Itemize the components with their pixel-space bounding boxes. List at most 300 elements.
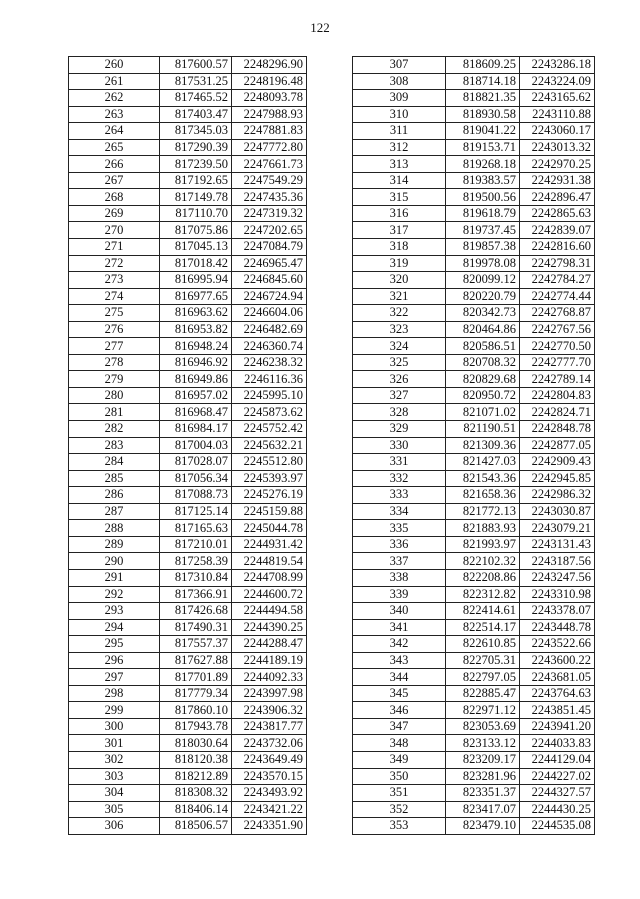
x-coordinate-cell: 819500.56 bbox=[446, 189, 520, 206]
y-coordinate-cell: 2242931.38 bbox=[520, 172, 595, 189]
table-row bbox=[353, 90, 595, 107]
point-number-cell: 331 bbox=[353, 454, 446, 471]
table-row bbox=[69, 735, 307, 752]
table-row bbox=[69, 123, 307, 140]
y-coordinate-cell: 2243522.66 bbox=[520, 636, 595, 653]
point-number-cell: 289 bbox=[69, 536, 160, 553]
table-row bbox=[69, 57, 307, 74]
table-row bbox=[353, 536, 595, 553]
table-row bbox=[353, 636, 595, 653]
x-coordinate-cell: 821772.13 bbox=[446, 503, 520, 520]
table-row bbox=[69, 305, 307, 322]
y-coordinate-cell: 2244494.58 bbox=[232, 603, 307, 620]
point-number-cell: 297 bbox=[69, 669, 160, 686]
y-coordinate-cell: 2242909.43 bbox=[520, 454, 595, 471]
x-coordinate-cell: 823053.69 bbox=[446, 718, 520, 735]
x-coordinate-cell: 817779.34 bbox=[160, 685, 232, 702]
x-coordinate-cell: 817004.03 bbox=[160, 437, 232, 454]
x-coordinate-cell: 823281.96 bbox=[446, 768, 520, 785]
x-coordinate-cell: 818930.58 bbox=[446, 106, 520, 123]
x-coordinate-cell: 820342.73 bbox=[446, 305, 520, 322]
table-row bbox=[353, 321, 595, 338]
y-coordinate-cell: 2243079.21 bbox=[520, 520, 595, 537]
x-coordinate-cell: 822885.47 bbox=[446, 685, 520, 702]
x-coordinate-cell: 816968.47 bbox=[160, 404, 232, 421]
table-row bbox=[353, 305, 595, 322]
y-coordinate-cell: 2246845.60 bbox=[232, 272, 307, 289]
x-coordinate-cell: 822312.82 bbox=[446, 586, 520, 603]
table-row bbox=[353, 222, 595, 239]
table-row bbox=[69, 189, 307, 206]
x-coordinate-cell: 823351.37 bbox=[446, 785, 520, 802]
point-number-cell: 283 bbox=[69, 437, 160, 454]
y-coordinate-cell: 2243378.07 bbox=[520, 603, 595, 620]
table-row bbox=[69, 718, 307, 735]
x-coordinate-cell: 818120.38 bbox=[160, 751, 232, 768]
point-number-cell: 309 bbox=[353, 90, 446, 107]
table-row bbox=[353, 57, 595, 74]
point-number-cell: 307 bbox=[353, 57, 446, 74]
x-coordinate-cell: 817028.07 bbox=[160, 454, 232, 471]
table-row bbox=[353, 520, 595, 537]
table-row bbox=[69, 586, 307, 603]
y-coordinate-cell: 2243493.92 bbox=[232, 785, 307, 802]
point-number-cell: 348 bbox=[353, 735, 446, 752]
x-coordinate-cell: 817045.13 bbox=[160, 239, 232, 256]
point-number-cell: 352 bbox=[353, 801, 446, 818]
y-coordinate-cell: 2243247.56 bbox=[520, 569, 595, 586]
table-row bbox=[353, 652, 595, 669]
point-number-cell: 319 bbox=[353, 255, 446, 272]
point-number-cell: 305 bbox=[69, 801, 160, 818]
point-number-cell: 278 bbox=[69, 354, 160, 371]
point-number-cell: 274 bbox=[69, 288, 160, 305]
point-number-cell: 306 bbox=[69, 818, 160, 835]
point-number-cell: 317 bbox=[353, 222, 446, 239]
y-coordinate-cell: 2244129.04 bbox=[520, 751, 595, 768]
x-coordinate-cell: 820099.12 bbox=[446, 272, 520, 289]
y-coordinate-cell: 2244708.99 bbox=[232, 569, 307, 586]
table-row bbox=[69, 172, 307, 189]
table-row bbox=[353, 404, 595, 421]
y-coordinate-cell: 2244092.33 bbox=[232, 669, 307, 686]
y-coordinate-cell: 2242770.50 bbox=[520, 338, 595, 355]
table-row bbox=[69, 487, 307, 504]
y-coordinate-cell: 2244227.02 bbox=[520, 768, 595, 785]
table-row bbox=[353, 437, 595, 454]
point-number-cell: 330 bbox=[353, 437, 446, 454]
table-body bbox=[69, 57, 307, 835]
x-coordinate-cell: 820586.51 bbox=[446, 338, 520, 355]
x-coordinate-cell: 821543.36 bbox=[446, 470, 520, 487]
y-coordinate-cell: 2247881.83 bbox=[232, 123, 307, 140]
y-coordinate-cell: 2248093.78 bbox=[232, 90, 307, 107]
y-coordinate-cell: 2246482.69 bbox=[232, 321, 307, 338]
y-coordinate-cell: 2247661.73 bbox=[232, 156, 307, 173]
x-coordinate-cell: 821071.02 bbox=[446, 404, 520, 421]
y-coordinate-cell: 2246604.06 bbox=[232, 305, 307, 322]
table-row bbox=[353, 619, 595, 636]
table-row bbox=[69, 106, 307, 123]
table-row bbox=[353, 454, 595, 471]
table-row bbox=[69, 272, 307, 289]
x-coordinate-cell: 817310.84 bbox=[160, 569, 232, 586]
y-coordinate-cell: 2244390.25 bbox=[232, 619, 307, 636]
x-coordinate-cell: 819041.22 bbox=[446, 123, 520, 140]
table-row bbox=[69, 801, 307, 818]
y-coordinate-cell: 2246360.74 bbox=[232, 338, 307, 355]
y-coordinate-cell: 2243600.22 bbox=[520, 652, 595, 669]
x-coordinate-cell: 817239.50 bbox=[160, 156, 232, 173]
table-row bbox=[69, 669, 307, 686]
x-coordinate-cell: 819268.18 bbox=[446, 156, 520, 173]
table-row bbox=[69, 652, 307, 669]
y-coordinate-cell: 2243187.56 bbox=[520, 553, 595, 570]
x-coordinate-cell: 817110.70 bbox=[160, 205, 232, 222]
table-row bbox=[353, 106, 595, 123]
point-number-cell: 342 bbox=[353, 636, 446, 653]
point-number-cell: 323 bbox=[353, 321, 446, 338]
point-number-cell: 270 bbox=[69, 222, 160, 239]
point-number-cell: 328 bbox=[353, 404, 446, 421]
table-row bbox=[69, 156, 307, 173]
y-coordinate-cell: 2245632.21 bbox=[232, 437, 307, 454]
point-number-cell: 273 bbox=[69, 272, 160, 289]
point-number-cell: 314 bbox=[353, 172, 446, 189]
y-coordinate-cell: 2244327.57 bbox=[520, 785, 595, 802]
point-number-cell: 338 bbox=[353, 569, 446, 586]
table-row bbox=[69, 255, 307, 272]
x-coordinate-cell: 819618.79 bbox=[446, 205, 520, 222]
point-number-cell: 303 bbox=[69, 768, 160, 785]
table-row bbox=[69, 785, 307, 802]
x-coordinate-cell: 818308.32 bbox=[160, 785, 232, 802]
x-coordinate-cell: 819978.08 bbox=[446, 255, 520, 272]
table-row bbox=[69, 503, 307, 520]
point-number-cell: 291 bbox=[69, 569, 160, 586]
y-coordinate-cell: 2243310.98 bbox=[520, 586, 595, 603]
point-number-cell: 293 bbox=[69, 603, 160, 620]
point-number-cell: 351 bbox=[353, 785, 446, 802]
point-number-cell: 302 bbox=[69, 751, 160, 768]
y-coordinate-cell: 2243131.43 bbox=[520, 536, 595, 553]
y-coordinate-cell: 2245393.97 bbox=[232, 470, 307, 487]
table-row bbox=[353, 818, 595, 835]
y-coordinate-cell: 2242774.44 bbox=[520, 288, 595, 305]
table-row bbox=[353, 156, 595, 173]
point-number-cell: 275 bbox=[69, 305, 160, 322]
point-number-cell: 350 bbox=[353, 768, 446, 785]
point-number-cell: 290 bbox=[69, 553, 160, 570]
x-coordinate-cell: 823209.17 bbox=[446, 751, 520, 768]
table-row bbox=[353, 139, 595, 156]
table-row bbox=[353, 470, 595, 487]
x-coordinate-cell: 821993.97 bbox=[446, 536, 520, 553]
table-row bbox=[69, 90, 307, 107]
point-number-cell: 286 bbox=[69, 487, 160, 504]
table-row bbox=[69, 454, 307, 471]
table-row bbox=[69, 73, 307, 90]
y-coordinate-cell: 2242945.85 bbox=[520, 470, 595, 487]
table-row bbox=[69, 222, 307, 239]
x-coordinate-cell: 817943.78 bbox=[160, 718, 232, 735]
table-row bbox=[353, 189, 595, 206]
point-number-cell: 313 bbox=[353, 156, 446, 173]
y-coordinate-cell: 2243013.32 bbox=[520, 139, 595, 156]
point-number-cell: 269 bbox=[69, 205, 160, 222]
y-coordinate-cell: 2243165.62 bbox=[520, 90, 595, 107]
y-coordinate-cell: 2245276.19 bbox=[232, 487, 307, 504]
table-row bbox=[353, 172, 595, 189]
point-number-cell: 329 bbox=[353, 421, 446, 438]
point-number-cell: 316 bbox=[353, 205, 446, 222]
y-coordinate-cell: 2244535.08 bbox=[520, 818, 595, 835]
y-coordinate-cell: 2245752.42 bbox=[232, 421, 307, 438]
y-coordinate-cell: 2247549.29 bbox=[232, 172, 307, 189]
x-coordinate-cell: 823479.10 bbox=[446, 818, 520, 835]
y-coordinate-cell: 2244819.54 bbox=[232, 553, 307, 570]
table-row bbox=[353, 669, 595, 686]
point-number-cell: 285 bbox=[69, 470, 160, 487]
point-number-cell: 263 bbox=[69, 106, 160, 123]
y-coordinate-cell: 2242798.31 bbox=[520, 255, 595, 272]
table-row bbox=[353, 718, 595, 735]
y-coordinate-cell: 2243732.06 bbox=[232, 735, 307, 752]
y-coordinate-cell: 2246116.36 bbox=[232, 371, 307, 388]
point-number-cell: 262 bbox=[69, 90, 160, 107]
y-coordinate-cell: 2243681.05 bbox=[520, 669, 595, 686]
x-coordinate-cell: 822797.05 bbox=[446, 669, 520, 686]
point-number-cell: 267 bbox=[69, 172, 160, 189]
x-coordinate-cell: 821883.93 bbox=[446, 520, 520, 537]
x-coordinate-cell: 822705.31 bbox=[446, 652, 520, 669]
y-coordinate-cell: 2244931.42 bbox=[232, 536, 307, 553]
x-coordinate-cell: 817860.10 bbox=[160, 702, 232, 719]
y-coordinate-cell: 2242777.70 bbox=[520, 354, 595, 371]
table-row bbox=[353, 371, 595, 388]
x-coordinate-cell: 820708.32 bbox=[446, 354, 520, 371]
y-coordinate-cell: 2244600.72 bbox=[232, 586, 307, 603]
x-coordinate-cell: 816995.94 bbox=[160, 272, 232, 289]
y-coordinate-cell: 2245873.62 bbox=[232, 404, 307, 421]
table-row bbox=[353, 553, 595, 570]
y-coordinate-cell: 2243851.45 bbox=[520, 702, 595, 719]
y-coordinate-cell: 2245159.88 bbox=[232, 503, 307, 520]
x-coordinate-cell: 821427.03 bbox=[446, 454, 520, 471]
x-coordinate-cell: 819153.71 bbox=[446, 139, 520, 156]
point-number-cell: 345 bbox=[353, 685, 446, 702]
y-coordinate-cell: 2247435.36 bbox=[232, 189, 307, 206]
point-number-cell: 321 bbox=[353, 288, 446, 305]
point-number-cell: 347 bbox=[353, 718, 446, 735]
table-row bbox=[353, 123, 595, 140]
table-row bbox=[69, 139, 307, 156]
point-number-cell: 311 bbox=[353, 123, 446, 140]
point-number-cell: 346 bbox=[353, 702, 446, 719]
table-row bbox=[69, 685, 307, 702]
point-number-cell: 271 bbox=[69, 239, 160, 256]
table-row bbox=[353, 503, 595, 520]
table-row bbox=[69, 619, 307, 636]
table-row bbox=[353, 801, 595, 818]
y-coordinate-cell: 2246238.32 bbox=[232, 354, 307, 371]
table-row bbox=[353, 685, 595, 702]
point-number-cell: 276 bbox=[69, 321, 160, 338]
table-row bbox=[69, 636, 307, 653]
y-coordinate-cell: 2243286.18 bbox=[520, 57, 595, 74]
x-coordinate-cell: 817557.37 bbox=[160, 636, 232, 653]
point-number-cell: 281 bbox=[69, 404, 160, 421]
x-coordinate-cell: 817056.34 bbox=[160, 470, 232, 487]
y-coordinate-cell: 2244033.83 bbox=[520, 735, 595, 752]
x-coordinate-cell: 817290.39 bbox=[160, 139, 232, 156]
y-coordinate-cell: 2247988.93 bbox=[232, 106, 307, 123]
point-number-cell: 333 bbox=[353, 487, 446, 504]
table-row bbox=[69, 569, 307, 586]
y-coordinate-cell: 2243030.87 bbox=[520, 503, 595, 520]
point-number-cell: 265 bbox=[69, 139, 160, 156]
table-row bbox=[353, 785, 595, 802]
table-row bbox=[353, 338, 595, 355]
x-coordinate-cell: 816984.17 bbox=[160, 421, 232, 438]
x-coordinate-cell: 817465.52 bbox=[160, 90, 232, 107]
x-coordinate-cell: 817165.63 bbox=[160, 520, 232, 537]
point-number-cell: 279 bbox=[69, 371, 160, 388]
table-row bbox=[353, 702, 595, 719]
x-coordinate-cell: 822610.85 bbox=[446, 636, 520, 653]
table-row bbox=[353, 569, 595, 586]
x-coordinate-cell: 817600.57 bbox=[160, 57, 232, 74]
point-number-cell: 298 bbox=[69, 685, 160, 702]
point-number-cell: 341 bbox=[353, 619, 446, 636]
x-coordinate-cell: 816957.02 bbox=[160, 387, 232, 404]
x-coordinate-cell: 817403.47 bbox=[160, 106, 232, 123]
x-coordinate-cell: 821309.36 bbox=[446, 437, 520, 454]
y-coordinate-cell: 2243764.63 bbox=[520, 685, 595, 702]
point-number-cell: 284 bbox=[69, 454, 160, 471]
x-coordinate-cell: 817426.68 bbox=[160, 603, 232, 620]
table-row bbox=[69, 205, 307, 222]
table-body bbox=[353, 57, 595, 835]
x-coordinate-cell: 816949.86 bbox=[160, 371, 232, 388]
y-coordinate-cell: 2242784.27 bbox=[520, 272, 595, 289]
point-number-cell: 301 bbox=[69, 735, 160, 752]
table-row bbox=[69, 288, 307, 305]
table-row bbox=[69, 239, 307, 256]
table-row bbox=[69, 404, 307, 421]
point-number-cell: 349 bbox=[353, 751, 446, 768]
table-row bbox=[353, 421, 595, 438]
x-coordinate-cell: 817210.01 bbox=[160, 536, 232, 553]
x-coordinate-cell: 823417.07 bbox=[446, 801, 520, 818]
y-coordinate-cell: 2245044.78 bbox=[232, 520, 307, 537]
y-coordinate-cell: 2243817.77 bbox=[232, 718, 307, 735]
table-row bbox=[353, 354, 595, 371]
x-coordinate-cell: 821190.51 bbox=[446, 421, 520, 438]
y-coordinate-cell: 2242824.71 bbox=[520, 404, 595, 421]
y-coordinate-cell: 2243224.09 bbox=[520, 73, 595, 90]
x-coordinate-cell: 822102.32 bbox=[446, 553, 520, 570]
y-coordinate-cell: 2244430.25 bbox=[520, 801, 595, 818]
y-coordinate-cell: 2242768.87 bbox=[520, 305, 595, 322]
x-coordinate-cell: 820829.68 bbox=[446, 371, 520, 388]
x-coordinate-cell: 818821.35 bbox=[446, 90, 520, 107]
y-coordinate-cell: 2243421.22 bbox=[232, 801, 307, 818]
page-number: 122 bbox=[310, 20, 330, 35]
table-row bbox=[353, 387, 595, 404]
y-coordinate-cell: 2247319.32 bbox=[232, 205, 307, 222]
y-coordinate-cell: 2242804.83 bbox=[520, 387, 595, 404]
point-number-cell: 300 bbox=[69, 718, 160, 735]
y-coordinate-cell: 2242877.05 bbox=[520, 437, 595, 454]
y-coordinate-cell: 2246965.47 bbox=[232, 255, 307, 272]
y-coordinate-cell: 2245995.10 bbox=[232, 387, 307, 404]
table-row bbox=[353, 73, 595, 90]
x-coordinate-cell: 816963.62 bbox=[160, 305, 232, 322]
point-number-cell: 296 bbox=[69, 652, 160, 669]
point-number-cell: 277 bbox=[69, 338, 160, 355]
x-coordinate-cell: 817018.42 bbox=[160, 255, 232, 272]
point-number-cell: 326 bbox=[353, 371, 446, 388]
x-coordinate-cell: 819737.45 bbox=[446, 222, 520, 239]
x-coordinate-cell: 817258.39 bbox=[160, 553, 232, 570]
y-coordinate-cell: 2243060.17 bbox=[520, 123, 595, 140]
point-number-cell: 260 bbox=[69, 57, 160, 74]
y-coordinate-cell: 2242816.60 bbox=[520, 239, 595, 256]
table-row bbox=[353, 288, 595, 305]
point-number-cell: 336 bbox=[353, 536, 446, 553]
x-coordinate-cell: 820464.86 bbox=[446, 321, 520, 338]
table-row bbox=[353, 586, 595, 603]
point-number-cell: 334 bbox=[353, 503, 446, 520]
point-number-cell: 343 bbox=[353, 652, 446, 669]
point-number-cell: 292 bbox=[69, 586, 160, 603]
x-coordinate-cell: 818212.89 bbox=[160, 768, 232, 785]
point-number-cell: 318 bbox=[353, 239, 446, 256]
table-row bbox=[69, 536, 307, 553]
y-coordinate-cell: 2242767.56 bbox=[520, 321, 595, 338]
point-number-cell: 344 bbox=[353, 669, 446, 686]
table-row bbox=[69, 751, 307, 768]
table-row bbox=[353, 751, 595, 768]
table-row bbox=[69, 520, 307, 537]
x-coordinate-cell: 819383.57 bbox=[446, 172, 520, 189]
x-coordinate-cell: 816953.82 bbox=[160, 321, 232, 338]
x-coordinate-cell: 821658.36 bbox=[446, 487, 520, 504]
x-coordinate-cell: 817345.03 bbox=[160, 123, 232, 140]
point-number-cell: 320 bbox=[353, 272, 446, 289]
point-number-cell: 327 bbox=[353, 387, 446, 404]
point-number-cell: 324 bbox=[353, 338, 446, 355]
x-coordinate-cell: 817490.31 bbox=[160, 619, 232, 636]
table-row bbox=[69, 354, 307, 371]
x-coordinate-cell: 822414.61 bbox=[446, 603, 520, 620]
y-coordinate-cell: 2243351.90 bbox=[232, 818, 307, 835]
table-row bbox=[69, 818, 307, 835]
y-coordinate-cell: 2245512.80 bbox=[232, 454, 307, 471]
y-coordinate-cell: 2244189.19 bbox=[232, 652, 307, 669]
x-coordinate-cell: 817531.25 bbox=[160, 73, 232, 90]
table-row bbox=[353, 239, 595, 256]
x-coordinate-cell: 822514.17 bbox=[446, 619, 520, 636]
point-number-cell: 322 bbox=[353, 305, 446, 322]
point-number-cell: 335 bbox=[353, 520, 446, 537]
x-coordinate-cell: 816977.65 bbox=[160, 288, 232, 305]
x-coordinate-cell: 818609.25 bbox=[446, 57, 520, 74]
table-row bbox=[69, 387, 307, 404]
point-number-cell: 295 bbox=[69, 636, 160, 653]
point-number-cell: 315 bbox=[353, 189, 446, 206]
